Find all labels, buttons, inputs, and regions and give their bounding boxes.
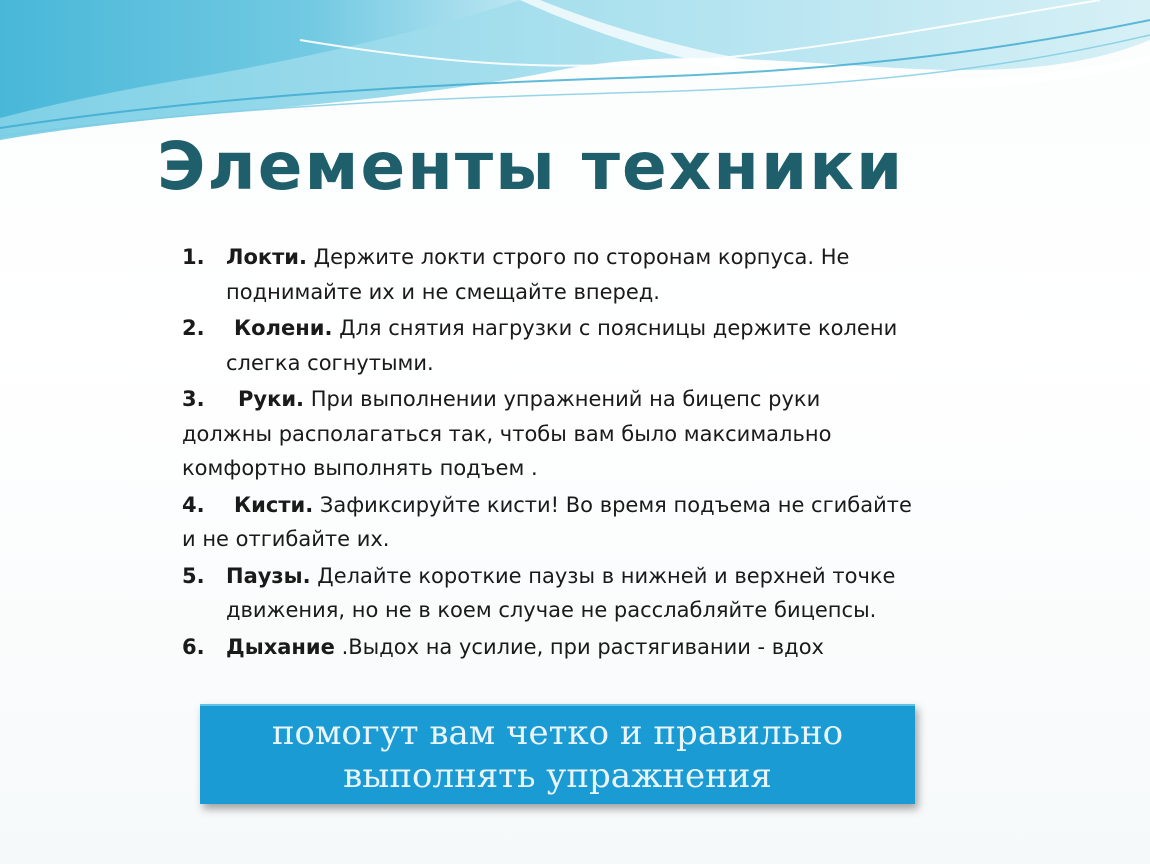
list-item (182, 559, 912, 628)
item-text: При выполнении упражнений на бицепс руки должны располагаться так, чтобы вам было максимально комфортно выполнять подъем . (182, 387, 832, 480)
list-item (182, 382, 912, 486)
item-text: .Выдох на усилие, при растягивании - вдох (334, 634, 824, 659)
item-term: Локти. (226, 245, 307, 269)
item-term: Дыхание (226, 634, 335, 659)
item-term: Руки. (238, 387, 305, 411)
page-title: Элементы техники (157, 128, 905, 205)
item-text: Для снятия нагрузки с поясницы держите колени слегка согнутыми. (226, 316, 898, 375)
item-term: Кисти. (234, 492, 314, 517)
item-text: Делайте короткие паузы в нижней и верхней точке движения, но не в коем случае не расслабляйте бицепсы. (226, 563, 896, 622)
item-number: 2. (182, 316, 205, 340)
item-number: 3. (182, 387, 205, 411)
item-number: 1. (182, 245, 205, 269)
list-item (182, 240, 912, 309)
item-text: Держите локти строго по сторонам корпуса. Не поднимайте их и не смещайте вперед. (226, 245, 850, 304)
item-term: Колени. (234, 316, 333, 340)
list-item (182, 630, 912, 665)
item-number: 5. (182, 563, 205, 588)
banner-text: помогут вам четко и правильно выполнять упражнения (271, 713, 844, 796)
technique-list (182, 240, 912, 666)
item-text: Зафиксируйте кисти! Во время подъема не сгибайте и не отгибайте их. (182, 492, 912, 551)
list-item (182, 311, 912, 380)
item-term: Паузы. (226, 563, 311, 588)
list-item (182, 488, 912, 557)
item-number: 4. (182, 492, 205, 517)
summary-banner (200, 704, 915, 804)
item-number: 6. (182, 634, 205, 659)
